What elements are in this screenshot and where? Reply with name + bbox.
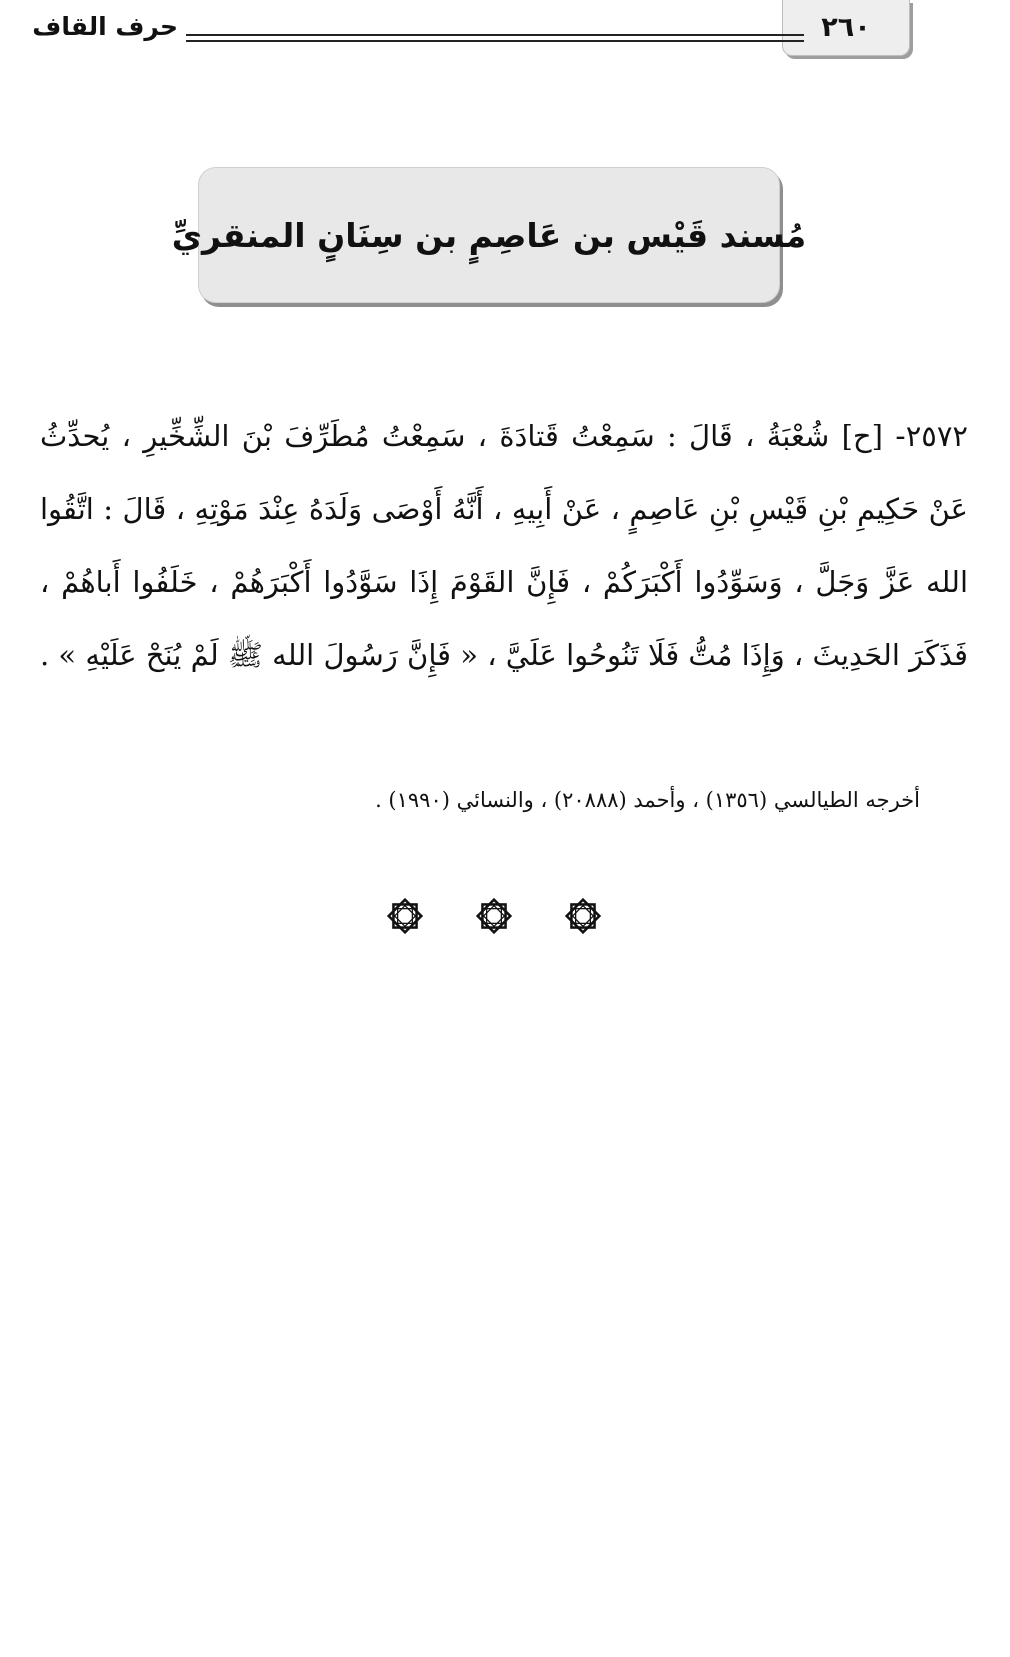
takhrij-footnote: أخرجه الطيالسي (١٣٥٦) ، وأحمد (٢٠٨٨٨) ، والنسائي (١٩٩٠) . [375, 788, 920, 812]
page-number-text: ٢٦٠ [821, 12, 871, 43]
running-head: حرف القاف [32, 12, 178, 41]
eight-point-star-icon [473, 895, 515, 937]
header-double-rule [186, 34, 804, 42]
hadith-paragraph [40, 400, 968, 692]
hadith-block [40, 400, 968, 692]
page-number [782, 0, 910, 56]
section-end-ornaments [384, 893, 604, 939]
section-title: مُسند قَيْس بن عَاصِمٍ بن سِنَانٍ المنقريِّ [171, 215, 807, 255]
eight-point-star-icon [562, 895, 604, 937]
section-title-box [171, 167, 807, 303]
hadith-text: [ح] شُعْبَةُ ، قَالَ : سَمِعْتُ قَتادَةَ ، سَمِعْتُ مُطَرِّفَ بْنَ الشِّخِّيرِ ، يُحدِّثُ عَنْ حَكِيمِ بْنِ قَيْسِ بْنِ عَاصِمٍ ، عَنْ أَبِيهِ ، أَنَّهُ أَوْصَى وَلَدَهُ عِنْدَ مَوْتِهِ ، قَالَ : اتَّقُوا الله عَزَّ وَجَلَّ ، وَسَوِّدُوا أَكْبَرَكُمْ ، فَإِنَّ القَوْمَ إِذَا سَوَّدُوا أَكْبَرَهُمْ ، خَلَفُوا أَباهُمْ ، فَذَكَرَ الحَدِيثَ ، وَإِذَا مُتُّ فَلَا تَنُوحُوا عَلَيَّ ، « فَإِنَّ رَسُولَ الله ﷺ لَمْ يُنَحْ عَلَيْهِ » . [40, 419, 968, 672]
hadith-number: ٢٥٧٢- [895, 419, 969, 453]
eight-point-star-icon [384, 895, 426, 937]
